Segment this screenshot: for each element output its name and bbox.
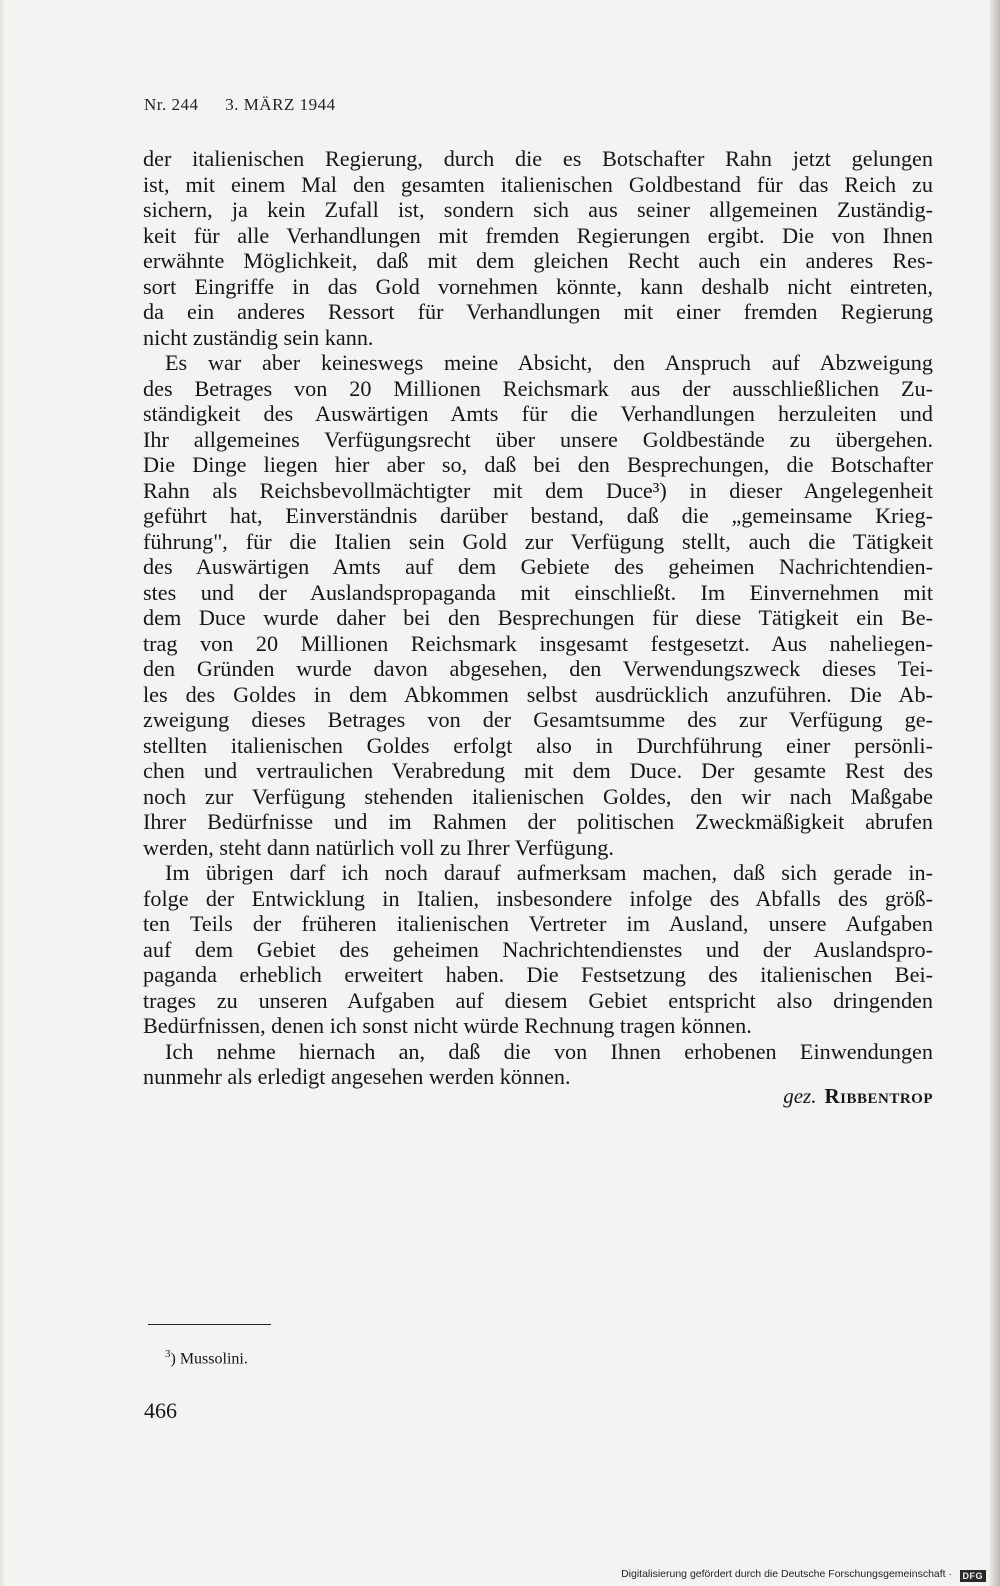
body-line: führung", für die Italien sein Gold zur Verfügung stellt, auch die Tätigkeit <box>143 528 933 554</box>
body-line: geführt hat, Einverständnis darüber bestand, daß die „gemeinsame Krieg- <box>143 503 933 528</box>
document-number: Nr. 244 <box>144 95 199 114</box>
body-line: der italienischen Regierung, durch die es Botschafter Rahn jetzt gelungen <box>143 146 933 171</box>
body-line: noch zur Verfügung stehenden italienischen Goldes, den wir nach Maßgabe <box>143 783 933 809</box>
document-date: 3. MÄRZ 1944 <box>225 95 336 114</box>
body-line: Bedürfnissen, denen ich sonst nicht würde Rechnung tragen können. <box>143 1013 752 1038</box>
scan-edge-left <box>0 0 6 1586</box>
footnote-marker: 3 <box>165 1348 171 1360</box>
body-line: dem Duce wurde daher bei den Besprechungen für diese Tätigkeit ein Be- <box>143 605 933 630</box>
body-line: Im übrigen darf ich noch darauf aufmerksam machen, daß sich gerade in- <box>165 860 933 885</box>
body-line: Die Dinge liegen hier aber so, daß bei den Besprechungen, die Botschafter <box>143 452 933 477</box>
body-line: les des Goldes in dem Abkommen selbst ausdrücklich anzuführen. Die Ab- <box>143 681 933 707</box>
body-line: Ich nehme hiernach an, daß die von Ihnen erhobenen Einwendungen <box>165 1038 933 1064</box>
body-line: ständigkeit des Auswärtigen Amts für die Verhandlungen herzuleiten und <box>143 401 933 426</box>
body-line: chen und vertraulichen Verabredung mit dem Duce. Der gesamte Rest des <box>143 758 933 783</box>
body-line: nicht zuständig sein kann. <box>143 324 374 350</box>
body-line: trag von 20 Millionen Reichsmark insgesamt festgesetzt. Aus naheliegen- <box>143 630 933 656</box>
body-line: werden, steht dann natürlich voll zu Ihrer Verfügung. <box>143 834 614 860</box>
page-number: 466 <box>144 1398 177 1423</box>
body-line: sort Eingriffe in das Gold vornehmen könnte, kann deshalb nicht eintreten, <box>143 273 933 299</box>
body-line: Ihrer Bedürfnisse und im Rahmen der politischen Zweckmäßigkeit abrufen <box>143 809 933 834</box>
footnote <box>165 1348 248 1368</box>
signature-name: Ribbentrop <box>824 1084 933 1108</box>
body-line: stellten italienischen Goldes erfolgt also in Durchführung einer persönli- <box>143 732 933 758</box>
letter-body <box>143 146 933 1090</box>
body-line: da ein anderes Ressort für Verhandlungen mit einer fremden Regierung <box>143 299 933 324</box>
body-line: trages zu unseren Aufgaben auf diesem Gebiet entspricht also dringenden <box>143 987 933 1013</box>
footnote-rule <box>148 1324 271 1325</box>
body-line: des Betrages von 20 Millionen Reichsmark aus der ausschließlichen Zu- <box>143 375 933 401</box>
body-line: sichern, ja kein Zufall ist, sondern sich aus seiner allgemeinen Zuständig- <box>143 197 933 222</box>
signature <box>783 1084 933 1109</box>
body-line: ist, mit einem Mal den gesamten italienischen Goldbestand für das Reich zu <box>143 171 933 197</box>
body-line: folge der Entwicklung in Italien, insbesondere infolge des Abfalls des größ- <box>143 885 933 911</box>
body-line: erwähnte Möglichkeit, daß mit dem gleichen Recht auch ein anderes Res- <box>143 248 933 273</box>
dfg-logo: DFG <box>960 1570 987 1582</box>
body-line: Es war aber keineswegs meine Absicht, den Anspruch auf Abzweigung <box>165 350 933 375</box>
body-line: auf dem Gebiet des geheimen Nachrichtendienstes und der Auslandspro- <box>143 936 933 962</box>
running-head <box>144 95 336 115</box>
body-line: Ihr allgemeines Verfügungsrecht über unsere Goldbestände zu übergehen. <box>143 426 933 452</box>
signature-prefix: gez. <box>783 1084 817 1108</box>
footnote-text: Mussolini. <box>179 1350 248 1368</box>
body-line: den Gründen wurde davon abgesehen, den Verwendungszweck dieses Tei- <box>143 656 933 681</box>
body-line: paganda erheblich erweitert haben. Die Festsetzung des italienischen Bei- <box>143 962 933 987</box>
body-line: keit für alle Verhandlungen mit fremden Regierungen ergibt. Die von Ihnen <box>143 222 933 248</box>
body-line: ten Teils der früheren italienischen Vertreter im Ausland, unsere Aufgaben <box>143 911 933 936</box>
footnote-bracket: ) <box>170 1350 180 1368</box>
body-line: stes und der Auslandspropaganda mit einschließt. Im Einvernehmen mit <box>143 579 933 605</box>
body-line: Rahn als Reichsbevollmächtigter mit dem Duce³) in dieser Angelegenheit <box>143 477 933 503</box>
body-line: zweigung dieses Betrages von der Gesamtsumme des zur Verfügung ge- <box>143 707 933 732</box>
digitization-credit: Digitalisierung gefördert durch die Deutsche Forschungsgemeinschaft · <box>621 1568 952 1580</box>
scan-edge-right <box>990 0 1000 1586</box>
body-line: nunmehr als erledigt angesehen werden können. <box>143 1064 571 1089</box>
body-line: des Auswärtigen Amts auf dem Gebiete des geheimen Nachrichtendien- <box>143 554 933 579</box>
